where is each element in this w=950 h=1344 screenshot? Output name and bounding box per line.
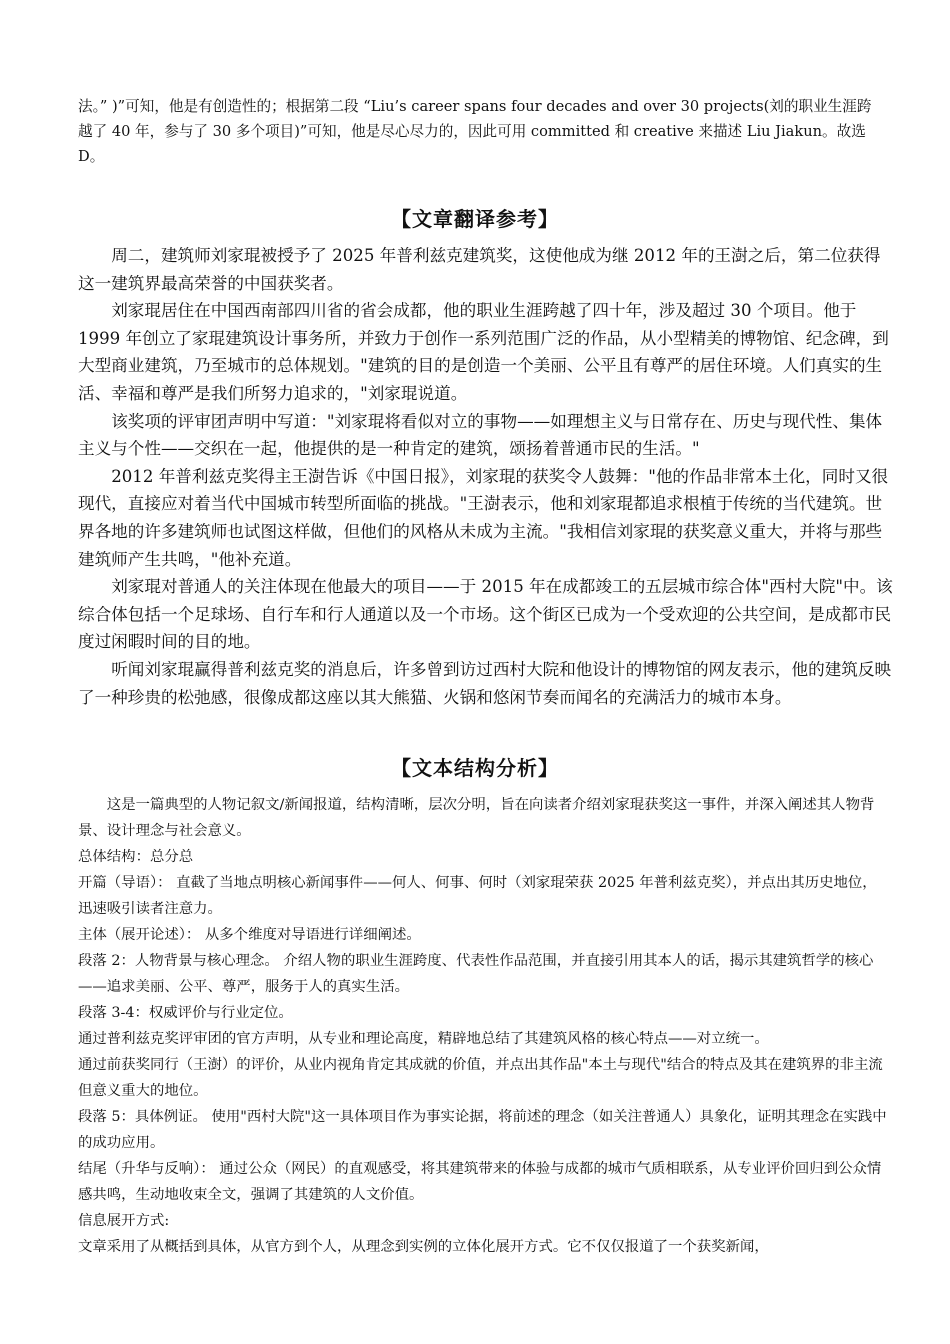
analysis-line: 通过普利兹克奖评审团的官方声明，从专业和理论高度，精辟地总结了其建筑风格的核心特点——对立统一。 — [78, 1031, 769, 1047]
analysis-intro: 这是一篇典型的人物记叙文/新闻报道，结构清晰，层次分明，旨在向读者介绍刘家琨获奖这一事件，并深入阐述其人物背景、设计理念与社会意义。 — [78, 797, 875, 839]
translation-paragraph: 听闻刘家琨赢得普利兹克奖的消息后，许多曾到访过西村大院和他设计的博物馆的网友表示，他的建筑反映了一种珍贵的松弛感，很像成都这座以其大熊猫、火锅和悠闲节奏而闻名的充满活力的城市本身。 — [78, 659, 892, 707]
analysis-line: 结尾（升华与反响）： 通过公众（网民）的直观感受，将其建筑带来的体验与成都的城市气质相联系，从专业评价回归到公众情感共鸣，生动地收束全文，强调了其建筑的人文价值。 — [78, 1161, 882, 1203]
analysis-line: 开篇（导语）： 直截了当地点明核心新闻事件——何人、何事、何时（刘家琨荣获 2025 年普利兹克奖），并点出其历史地位，迅速吸引读者注意力。 — [78, 875, 877, 917]
analysis-line: 总体结构：总分总 — [78, 849, 194, 865]
translation-body — [78, 242, 894, 711]
translation-paragraph: 该奖项的评审团声明中写道："刘家琨将看似对立的事物——如理想主义与日常存在、历史与现代性、集体主义与个性——交织在一起，他提供的是一种肯定的建筑，颂扬着普通市民的生活。" — [78, 411, 883, 459]
analysis-line: 文章采用了从概括到具体，从官方到个人，从理念到实例的立体化展开方式。它不仅仅报道了一个获奖新闻， — [78, 1239, 769, 1255]
translation-paragraph: 刘家琨居住在中国西南部四川省的省会成都，他的职业生涯跨越了四十年，涉及超过 30 个项目。他于 1999 年创立了家琨建筑设计事务所，并致力于创作一系列范围广泛的作品，从小型精美的博物馆、纪念碑，到大型商业建筑，乃至城市的总体规划。"建筑的目的是创造一个美丽、公平且有尊严的居住环境。人们真实的生活、幸福和尊严是我们所努力追求的，"刘家琨说道。 — [78, 301, 889, 403]
translation-paragraph: 刘家琨对普通人的关注体现在他最大的项目——于 2015 年在成都竣工的五层城市综合体"西村大院"中。该综合体包括一个足球场、自行车和行人通道以及一个市场。这个街区已成为一个受欢迎的公共空间，是成都市民度过闲暇时间的目的地。 — [78, 577, 893, 652]
analysis-line: 信息展开方式: — [78, 1213, 170, 1229]
analysis-body — [78, 792, 890, 1260]
analysis-line: 段落 3-4：权威评价与行业定位。 — [78, 1005, 293, 1021]
analysis-section-title: 【文本结构分析】 — [391, 756, 559, 780]
analysis-line: 段落 2：人物背景与核心理念。 介绍人物的职业生涯跨度、代表性作品范围，并直接引用其本人的话，揭示其建筑哲学的核心——追求美丽、公平、尊严，服务于人的真实生活。 — [78, 953, 874, 995]
translation-paragraph: 2012 年普利兹克奖得主王澍告诉《中国日报》，刘家琨的获奖令人鼓舞："他的作品非常本土化，同时又很现代，直接应对着当代中国城市转型所面临的挑战。"王澍表示，他和刘家琨都追求根植于传统的当代建筑。世界各地的许多建筑师也试图这样做，但他们的风格从未成为主流。"我相信刘家琨的获奖意义重大，并将与那些建筑师产生共鸣，"他补充道。 — [78, 466, 889, 569]
answer-explanation-text: 法。” )”可知，他是有创造性的；根据第二段 “Liu’s career spans four decades and over 30 projects(刘的职业生涯跨越了 40 年，参与了 30 多个项目)”可知，他是尽心尽力的，因此可用 committed 和 creative 来描述 Liu Jiakun。故选 D。 — [78, 98, 872, 165]
translation-paragraph: 周二，建筑师刘家琨被授予了 2025 年普利兹克建筑奖，这使他成为继 2012 年的王澍之后，第二位获得这一建筑界最高荣誉的中国获奖者。 — [78, 246, 881, 293]
analysis-line: 段落 5：具体例证。 使用"西村大院"这一具体项目作为事实论据，将前述的理念（如关注普通人）具象化，证明其理念在实践中的成功应用。 — [78, 1109, 887, 1151]
translation-section-title: 【文章翻译参考】 — [391, 207, 559, 231]
analysis-line: 主体（展开论述）： 从多个维度对导语进行详细阐述。 — [78, 927, 421, 943]
analysis-line: 通过前获奖同行（王澍）的评价，从业内视角肯定其成就的价值，并点出其作品"本土与现代"结合的特点及其在建筑界的非主流但意义重大的地位。 — [78, 1057, 883, 1099]
